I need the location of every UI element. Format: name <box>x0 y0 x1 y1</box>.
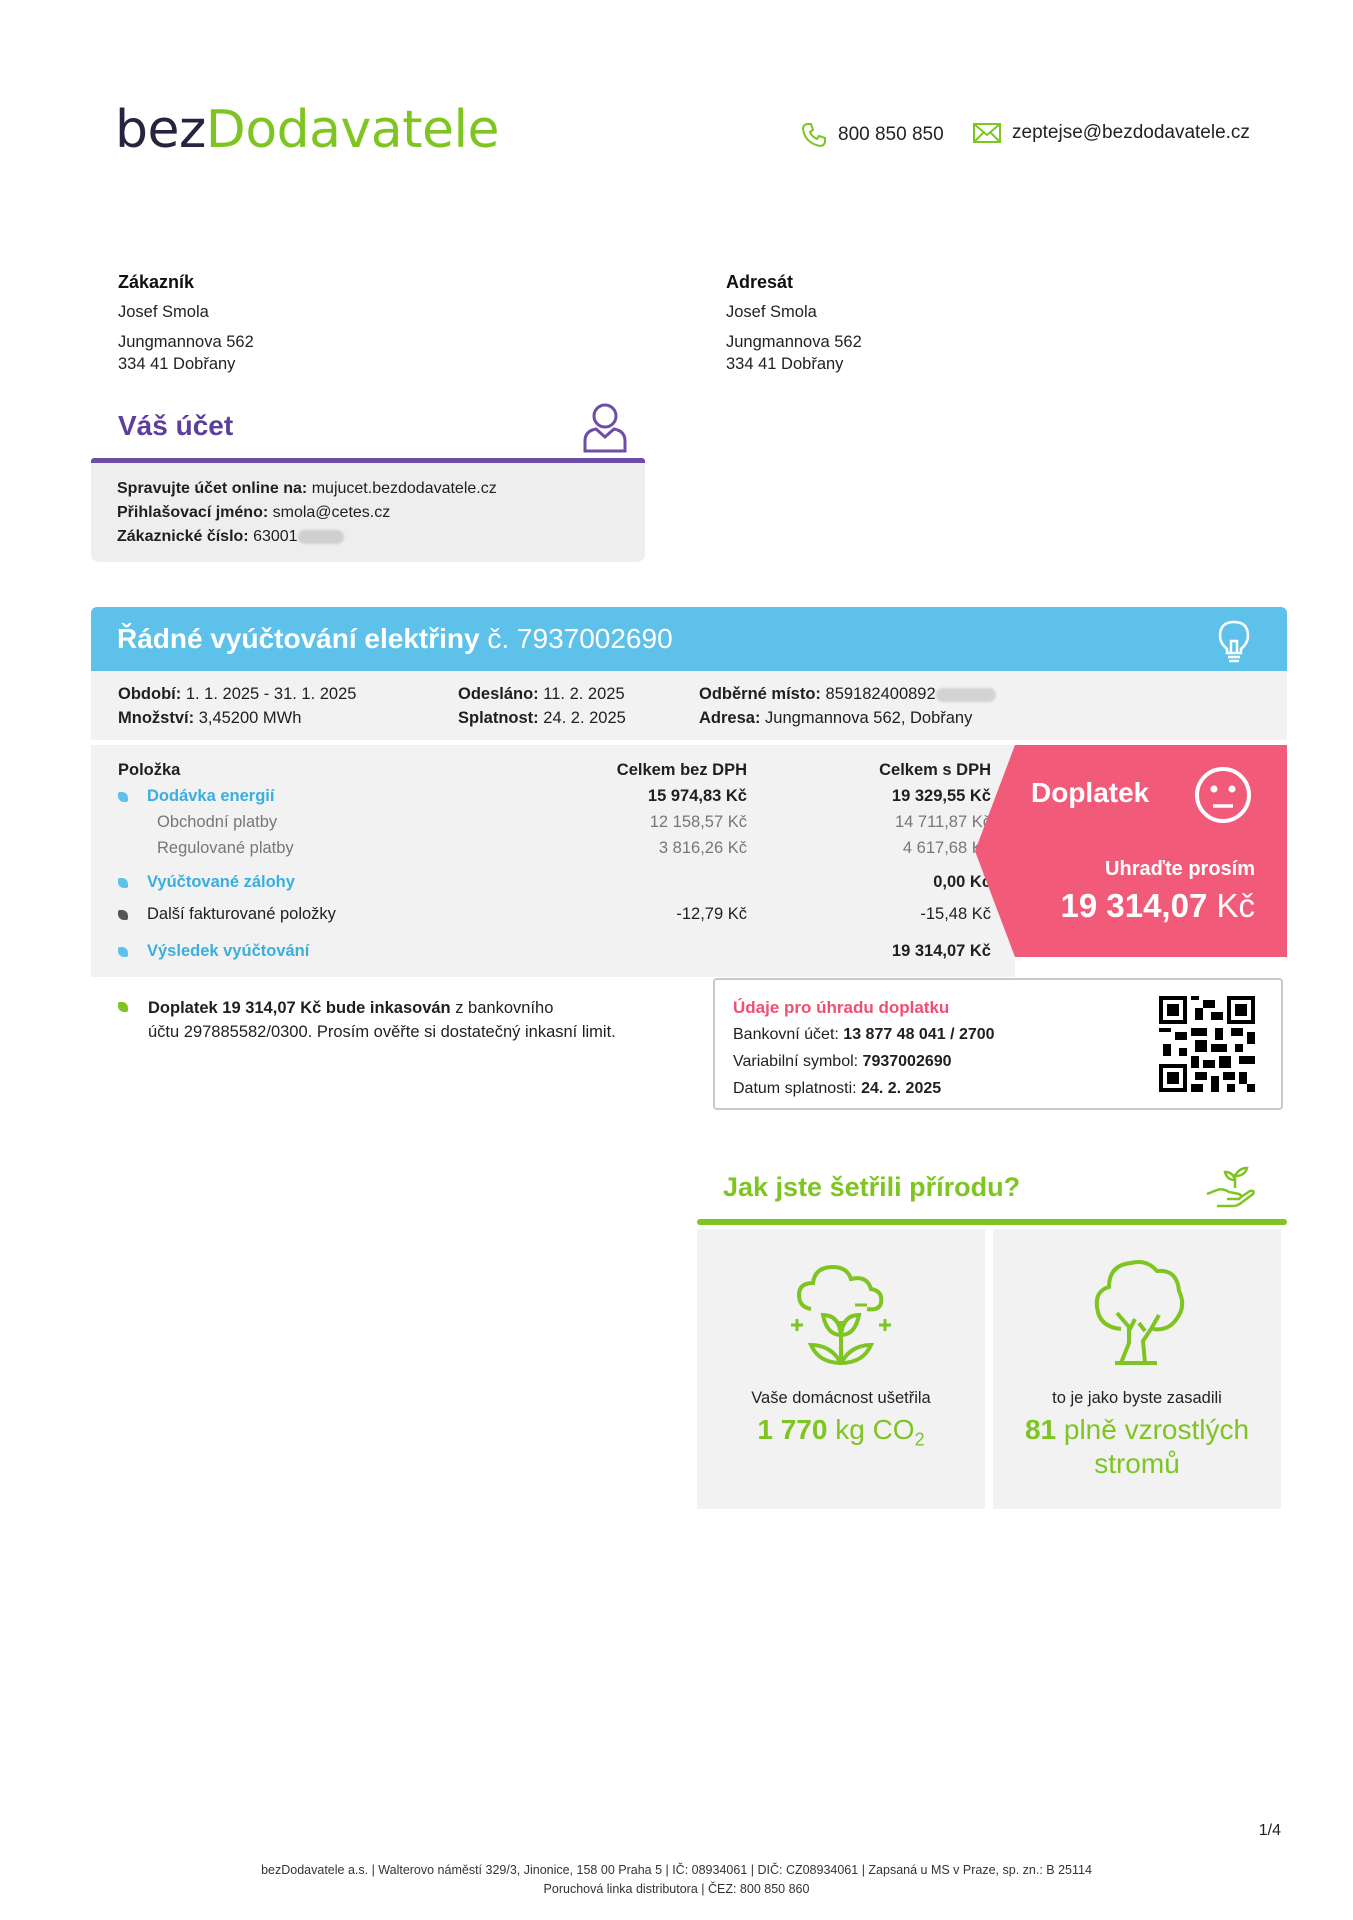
note-text-1: z bankovního <box>450 999 554 1017</box>
page-number: 1/4 <box>1258 1822 1281 1839</box>
trees-number: 81 <box>1024 1414 1057 1445</box>
account-title: Váš účet <box>118 410 234 441</box>
variable-symbol-value: 7937002690 <box>862 1053 952 1070</box>
table-row <box>91 787 1015 813</box>
row-net: -12,79 Kč <box>676 905 747 923</box>
footer-line-1: bezDodavatele a.s. | Walterovo náměstí 329/3, Jinonice, 158 00 Praha 5 | IČ: 08934061 | DIČ: CZ08934061 | Zapsaná u MS v Praze, sp. zn.: B 25114 <box>261 1863 1092 1877</box>
hand-plant-icon <box>1203 1162 1257 1212</box>
cloud-plant-icon <box>783 1259 899 1369</box>
logo-part-2: Dodavatele <box>205 100 499 160</box>
place-value: 859182400892 <box>825 685 936 703</box>
table-row <box>91 839 1015 865</box>
trees-text-2: stromů <box>1094 1448 1180 1479</box>
row-gross: -15,48 Kč <box>920 905 991 923</box>
items-header <box>91 761 1015 787</box>
footer <box>0 1861 1353 1899</box>
addressee-heading: Adresát <box>726 272 794 292</box>
bullet-icon <box>118 910 128 920</box>
phone-icon <box>800 121 828 149</box>
column-net: Celkem bez DPH <box>616 761 747 779</box>
online-link[interactable]: mujucet.bezdodavatele.cz <box>311 480 497 497</box>
trees-value <box>993 1413 1281 1481</box>
pay-please: Uhraďte prosím <box>1105 858 1255 880</box>
online-label: Spravujte účet online na: <box>117 480 308 497</box>
row-gross: 14 711,87 Kč <box>894 813 991 831</box>
period-value: 1. 1. 2025 - 31. 1. 2025 <box>185 685 357 703</box>
items-table <box>91 745 1015 977</box>
note-text-2: účtu 297885582/0300. Prosím ověřte si dostatečný inkasní limit. <box>148 1023 616 1041</box>
table-row <box>91 942 1015 968</box>
co2-card <box>697 1229 985 1509</box>
bullet-icon <box>118 947 128 957</box>
qr-code[interactable] <box>1159 996 1255 1092</box>
phone-contact[interactable] <box>800 121 944 149</box>
redacted-mark <box>936 688 996 702</box>
addressee-name: Josef Smola <box>726 303 817 321</box>
bank-account-label: Bankovní účet: <box>733 1026 839 1043</box>
row-label: Dodávka energií <box>147 787 275 805</box>
row-net: 15 974,83 Kč <box>647 787 747 805</box>
nature-divider <box>697 1219 1287 1225</box>
row-label: Regulované platby <box>157 839 294 857</box>
bullet-icon <box>118 792 128 802</box>
doplatek-title: Doplatek <box>1031 777 1150 808</box>
table-row <box>91 813 1015 839</box>
addressee-street: Jungmannova 562 <box>726 333 862 351</box>
quantity-value: 3,45200 MWh <box>198 709 302 727</box>
due-date-value: 24. 2. 2025 <box>861 1080 942 1097</box>
redacted-mark <box>298 530 344 544</box>
amount-currency: Kč <box>1216 887 1255 924</box>
customer-heading: Zákazník <box>118 272 195 292</box>
bill-title: Řádné vyúčtování elektřiny <box>117 623 480 654</box>
bill-meta <box>91 671 1287 740</box>
nature-title: Jak jste šetřili přírodu? <box>723 1172 1021 1202</box>
sent-value: 11. 2. 2025 <box>543 685 625 703</box>
bill-header <box>91 607 1287 671</box>
email-contact[interactable] <box>972 121 1250 145</box>
note-bold: Doplatek 19 314,07 Kč bude inkasován <box>148 999 451 1017</box>
row-label: Vyúčtované zálohy <box>147 873 295 891</box>
account-box <box>91 463 645 562</box>
company-logo <box>115 100 499 160</box>
customer-street: Jungmannova 562 <box>118 333 254 351</box>
row-gross: 19 314,07 Kč <box>891 942 991 960</box>
quantity-label: Množství: <box>118 709 195 727</box>
row-net: 3 816,26 Kč <box>658 839 747 857</box>
email-address: zeptejse@bezdodavatele.cz <box>1012 122 1250 143</box>
column-gross: Celkem s DPH <box>879 761 991 779</box>
co2-value: 1 770 kg $CO_2$ <box>757 1414 925 1450</box>
row-net: 12 158,57 Kč <box>649 813 747 831</box>
period-label: Období: <box>118 685 182 703</box>
variable-symbol-label: Variabilní symbol: <box>733 1053 859 1070</box>
logo-part-1: bez <box>115 100 206 160</box>
addressee-city: 334 41 Dobřany <box>726 355 844 373</box>
column-item: Položka <box>118 761 181 779</box>
row-label: Další fakturované položky <box>147 905 336 923</box>
due-value: 24. 2. 2025 <box>543 709 626 727</box>
tree-icon <box>1087 1255 1187 1367</box>
bill-number: č. 7937002690 <box>487 623 673 654</box>
payment-heading: Údaje pro úhradu doplatku <box>733 998 950 1017</box>
collection-note <box>118 996 616 1044</box>
table-row <box>91 905 1015 931</box>
amount-value: 19 314,07 <box>1060 887 1208 924</box>
customer-name: Josef Smola <box>118 303 209 321</box>
address-label: Adresa: <box>699 709 761 727</box>
doplatek-amount <box>1061 887 1256 925</box>
envelope-icon <box>972 121 1002 145</box>
doplatek-box <box>1015 745 1287 957</box>
customer-number-label: Zákaznické číslo: <box>117 528 249 545</box>
co2-number: 1 770 <box>757 1414 828 1445</box>
bank-account-value: 13 877 48 041 / 2700 <box>843 1026 995 1043</box>
phone-number: 800 850 850 <box>838 124 944 145</box>
row-gross: 0,00 Kč <box>933 873 991 891</box>
place-label: Odběrné místo: <box>699 685 821 703</box>
login-label: Přihlašovací jméno: <box>117 504 269 521</box>
co2-unit: kg CO <box>835 1414 915 1445</box>
due-label: Splatnost: <box>458 709 539 727</box>
customer-number-value: 63001 <box>253 528 298 545</box>
trees-card <box>993 1229 1281 1509</box>
lightbulb-icon <box>1217 619 1251 663</box>
footer-line-2: Poruchová linka distributora | ČEZ: 800 850 860 <box>543 1882 810 1896</box>
sent-label: Odesláno: <box>458 685 539 703</box>
co2-label: Vaše domácnost ušetřila <box>751 1389 931 1407</box>
customer-city: 334 41 Dobřany <box>118 355 236 373</box>
trees-label: to je jako byste zasadili <box>1052 1389 1222 1407</box>
row-gross: 4 617,68 Kč <box>902 839 991 857</box>
login-value: smola@cetes.cz <box>272 504 391 521</box>
due-date-label: Datum splatnosti: <box>733 1080 857 1097</box>
table-row <box>91 873 1015 899</box>
payment-box <box>713 978 1283 1110</box>
sad-face-icon <box>1193 765 1253 825</box>
address-value: Jungmannova 562, Dobřany <box>765 709 973 727</box>
trees-text-1: plně vzrostlých <box>1063 1414 1250 1445</box>
bullet-icon <box>118 1002 128 1012</box>
row-label: Výsledek vyúčtování <box>147 942 310 960</box>
row-label: Obchodní platby <box>157 813 278 831</box>
row-gross: 19 329,55 Kč <box>891 787 991 805</box>
doplatek-arrow <box>975 745 1015 957</box>
bullet-icon <box>118 878 128 888</box>
addressee-block <box>726 272 862 375</box>
user-icon <box>582 401 628 453</box>
customer-block <box>118 272 254 375</box>
